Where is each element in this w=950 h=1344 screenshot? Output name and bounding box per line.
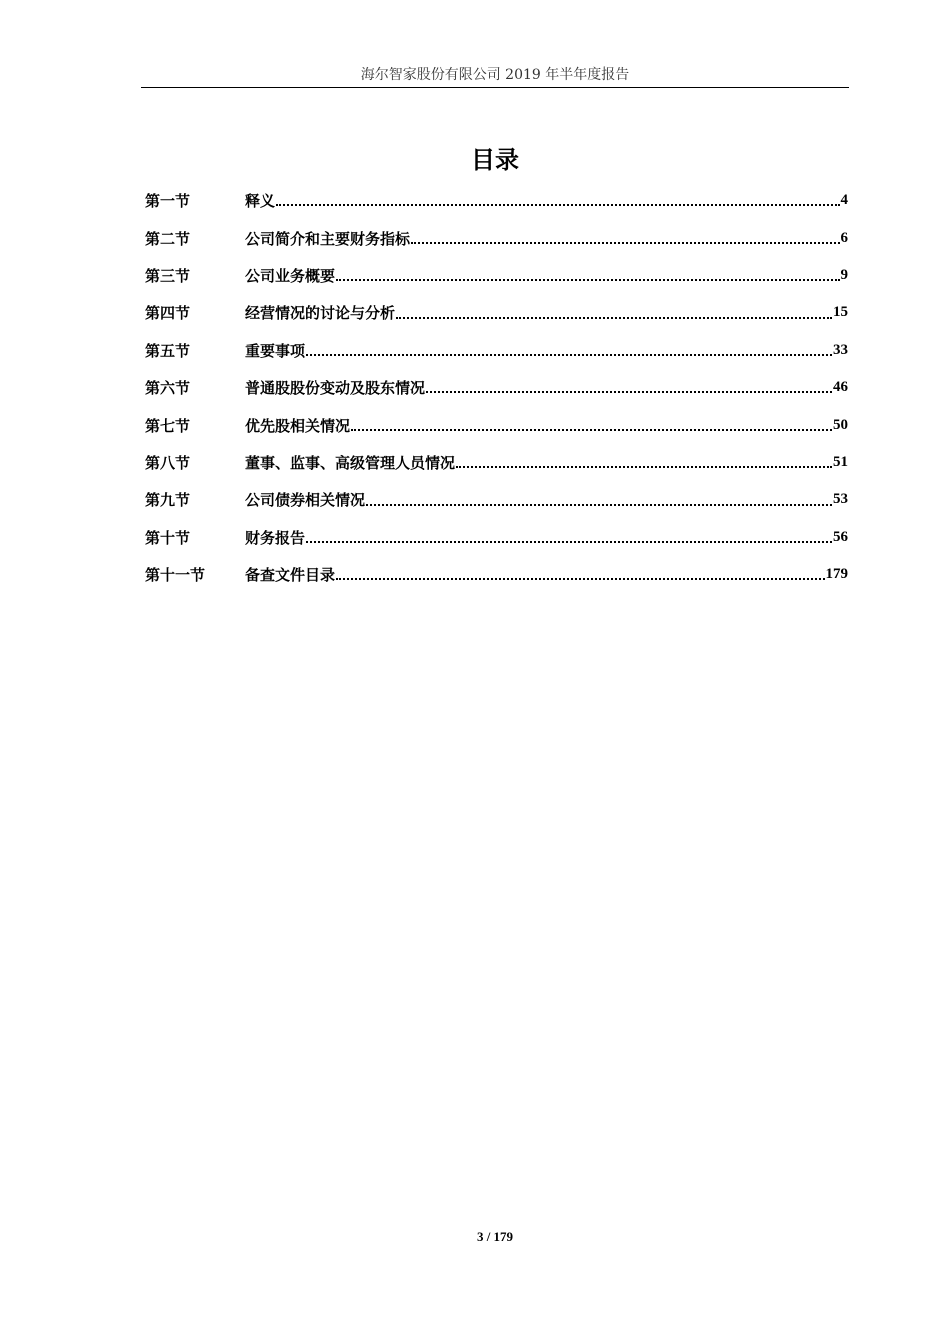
- toc-section-title: 公司债券相关情况: [245, 491, 366, 510]
- toc-page-number: 46: [833, 379, 848, 396]
- header-divider: [141, 87, 849, 88]
- dot-leader: [276, 204, 839, 206]
- toc-section-number: 第六节: [145, 379, 191, 398]
- dot-leader: [336, 578, 824, 580]
- toc-page-number: 4: [840, 192, 848, 209]
- page-footer-number: 3 / 179: [476, 1229, 514, 1244]
- toc-section-title: 优先股相关情况: [245, 416, 351, 435]
- toc-section-title: 普通股股份变动及股东情况: [245, 379, 426, 398]
- toc-entry[interactable]: [145, 369, 848, 406]
- toc-page-number: 179: [825, 566, 848, 583]
- toc-page-number: 6: [840, 229, 848, 246]
- dot-leader: [336, 279, 839, 281]
- running-header: 海尔智家股份有限公司 2019 年半年度报告: [360, 67, 630, 83]
- dot-leader: [396, 317, 832, 319]
- toc-section-number: 第一节: [145, 192, 191, 211]
- dot-leader: [366, 504, 832, 506]
- toc-section-title: 经营情况的讨论与分析: [245, 304, 396, 323]
- toc-section-number: 第四节: [145, 304, 191, 323]
- toc-entry[interactable]: [145, 294, 848, 331]
- toc-page-number: 56: [833, 528, 848, 545]
- toc-page-number: 33: [833, 341, 848, 358]
- toc-entry[interactable]: [145, 219, 848, 256]
- toc-section-title: 重要事项: [245, 341, 306, 360]
- toc-section-title: 公司业务概要: [245, 266, 336, 285]
- toc-entry[interactable]: [145, 182, 848, 219]
- toc-page-number: 9: [840, 266, 848, 283]
- toc-section-number: 第五节: [145, 341, 191, 360]
- dot-leader: [426, 391, 832, 393]
- toc-page-number: 51: [833, 453, 848, 470]
- toc-section-number: 第十一节: [145, 566, 206, 585]
- toc-section-number: 第七节: [145, 416, 191, 435]
- table-of-contents: [145, 182, 848, 593]
- toc-section-number: 第八节: [145, 453, 191, 472]
- toc-entry[interactable]: [145, 257, 848, 294]
- dot-leader: [306, 541, 832, 543]
- toc-section-title: 释义: [245, 192, 276, 211]
- toc-page-number: 15: [833, 304, 848, 321]
- dot-leader: [306, 354, 832, 356]
- toc-title: 目录: [471, 145, 519, 174]
- toc-entry[interactable]: [145, 556, 848, 593]
- toc-entry[interactable]: [145, 481, 848, 518]
- toc-section-title: 董事、监事、高级管理人员情况: [245, 453, 456, 472]
- toc-section-title: 备查文件目录: [245, 566, 336, 585]
- toc-section-title: 财务报告: [245, 528, 306, 547]
- toc-section-title: 公司简介和主要财务指标: [245, 229, 411, 248]
- toc-entry[interactable]: [145, 332, 848, 369]
- toc-section-number: 第九节: [145, 491, 191, 510]
- dot-leader: [351, 429, 832, 431]
- dot-leader: [411, 242, 839, 244]
- toc-section-number: 第十节: [145, 528, 191, 547]
- toc-section-number: 第二节: [145, 229, 191, 248]
- toc-section-number: 第三节: [145, 266, 191, 285]
- dot-leader: [456, 466, 832, 468]
- toc-entry[interactable]: [145, 519, 848, 556]
- toc-entry[interactable]: [145, 406, 848, 443]
- toc-entry[interactable]: [145, 444, 848, 481]
- toc-page-number: 53: [833, 491, 848, 508]
- toc-page-number: 50: [833, 416, 848, 433]
